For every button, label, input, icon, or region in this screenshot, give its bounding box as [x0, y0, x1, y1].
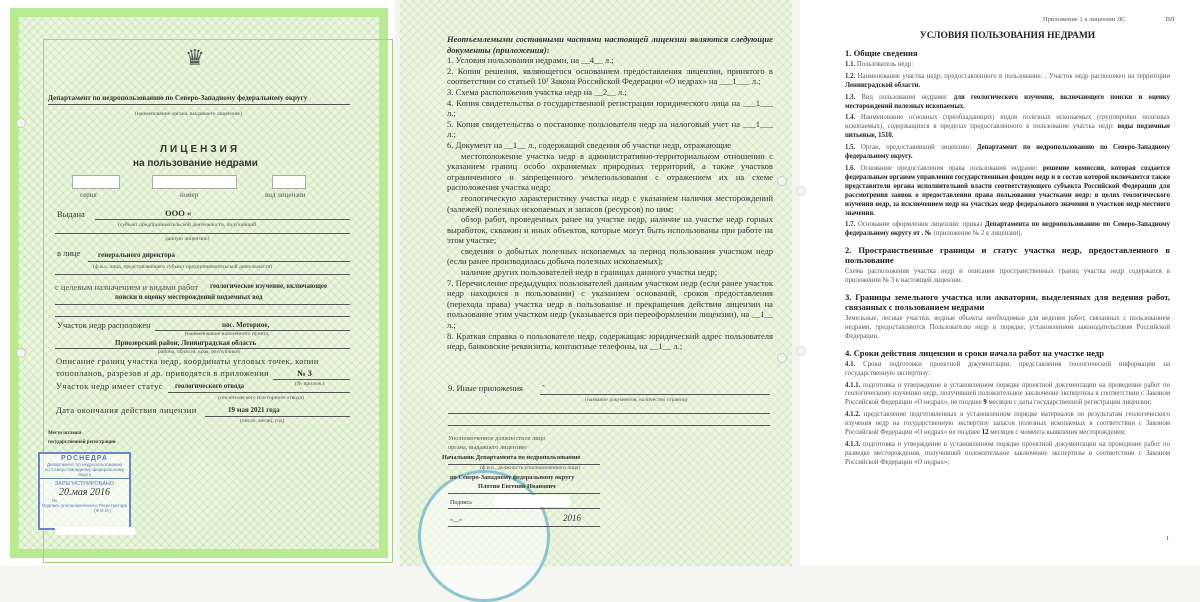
appendix-subitem: сведения о добытых полезных ископаемых за период пользования участком недр (если ранее производилась добыча полезных ископаемых);: [447, 245, 773, 267]
redacted-number: [152, 175, 237, 189]
clause-value: воды подземные питьевые, 1510.: [845, 123, 1170, 140]
section-heading: 3. Границы земельного участка или акватории, выделенных для ведения работ, связанных с пользованием недрами: [845, 292, 1170, 313]
series-label: серия: [80, 191, 97, 199]
issued-label: Выдана: [57, 209, 85, 219]
caption: данную лицензию): [165, 236, 210, 242]
license-title: ЛИЦЕНЗИЯ: [160, 144, 241, 155]
description-line: топопланов, разрезов и др. приводятся в приложении: [56, 368, 270, 378]
stamp-text: ЗАРЕГИСТРИРОВАНО: [54, 481, 115, 487]
clause-text: Наименование участка недр, предоставленного в пользование: . Участок недр расположен на территории: [857, 72, 1171, 80]
location-label: Участок недр расположен: [57, 320, 151, 330]
location-value: Приозерский район, Ленинградская область: [115, 338, 257, 347]
appendices-heading: Неотъемлемыми составными частями настоящей лицензии являются следующие документы (приложения):: [447, 34, 773, 55]
official-position: Начальник Департамента по недропользованию: [442, 454, 581, 461]
punch-hole: [777, 353, 787, 363]
clause-number: 4.1.: [845, 360, 856, 368]
clause-text: Основание оформления лицензии: приказ: [858, 221, 983, 229]
appendix-item: 8. Краткая справка о пользователе недр, содержащая: юридический адрес пользователя недр, банковские реквизиты, контактные телефоны, на __1__ л.;: [447, 330, 773, 352]
purpose-value: геологическое изучение, включающее: [210, 283, 327, 290]
clause-number: 4.1.2.: [845, 411, 861, 419]
clause-text: Пользователь недр:: [856, 60, 914, 68]
stamp-date: 20.мая 2016: [58, 487, 111, 498]
other-appendices-label: 9. Иные приложения: [448, 383, 523, 393]
page-number: 1: [1166, 536, 1169, 542]
description-line: Описание границ участка недр, координаты угловых точек, копии: [56, 356, 319, 366]
punch-hole: [16, 348, 26, 358]
status-value: геологического отвода: [175, 383, 245, 390]
caption: (ф.и.о. лица, представляющего субъект предпринимательской деятельности): [93, 264, 273, 270]
other-appendices-value: -: [542, 380, 545, 390]
registration-stamp: [38, 452, 131, 530]
license-subtitle: на пользование недрами: [133, 158, 258, 169]
appendix-subitem: наличие других пользователей недр в границах данного участка недр;: [461, 267, 718, 278]
redacted-type: [272, 175, 306, 189]
clause-value: Ленинградской области.: [845, 81, 921, 89]
appendix-header-suffix: ВП: [1165, 16, 1175, 23]
clause-text: месяцев с момента выявления месторождения;: [990, 429, 1126, 437]
clause-value: 9: [983, 399, 987, 407]
caption: (название документов, количество страниц): [585, 397, 688, 403]
clause-number: 1.2.: [845, 72, 856, 80]
stamp-text: №: [52, 498, 57, 503]
clause-number: 1.3.: [845, 93, 856, 101]
appendix-header: Приложение 1 к лицензии ЛС: [1043, 16, 1126, 23]
clause-number: 1.6.: [845, 164, 856, 172]
caption: (ф.и.о., должность уполномоченного лица): [480, 465, 581, 471]
number-label: номер: [180, 191, 199, 199]
clause-number: 1.4.: [845, 114, 856, 122]
type-label: вид лицензии: [265, 191, 306, 199]
official-position: по Северо-Западному федеральному округу: [450, 474, 575, 481]
appendix-item: 5. Копия свидетельства о постановке пользователя недр на налоговый учет на ___1___ л.;: [447, 118, 773, 140]
official-name: Плотин Евгений Иванович: [478, 483, 556, 490]
coat-of-arms-icon: ♛: [185, 45, 205, 70]
appendix-item: 7. Перечисление предыдущих пользователей данным участком недр (если ранее участок недр находился в пользовании) с указанием оснований, сроков предоставления (перехода права) участка недр в пользование и прекращения действия лицензии на пользование этим участком недр (указывается при переоформлении лицензии), на __1__ л.;: [447, 277, 773, 331]
clause-text: Вид пользования недрами:: [861, 93, 948, 101]
caption: района, области, края, республики): [158, 348, 241, 355]
clause-text: Орган, предоставивший лицензию:: [860, 144, 972, 152]
stamp-text: по Северо-Западному федеральному округу: [40, 467, 129, 479]
conditions-document: [845, 24, 1170, 471]
clause-number: 1.7.: [845, 221, 856, 229]
stamp-text: Департамент по недропользованию: [46, 462, 123, 467]
stamp-text: (Ф.И.О.): [94, 508, 111, 513]
location-value: пос. Моторное,: [222, 321, 270, 329]
official-label: органа, выдавшего лицензию: [448, 444, 527, 451]
caption: (наименование органа, выдавшего лицензию): [135, 111, 242, 117]
appendix-subitem: обзор работ, проведенных ранее на участке недр, наличие на участке недр горных выработок, скважин и иных объектов, которые могут быть использованы при работе на этом участке;: [447, 214, 773, 246]
redacted-signature: [55, 527, 135, 535]
appendix-item: 4. Копия свидетельства о государственной регистрации юридического лица на ___1___ л.;: [447, 97, 773, 119]
date-label: «__»: [450, 517, 462, 523]
stamp-place-label: Место штампа: [48, 431, 82, 436]
section-heading: 4. Сроки действия лицензии и сроки начала работ на участке недр: [845, 347, 1105, 358]
appendix-item: 6. Документ на __1__ л., содержащий сведения об участке недр, отражающие: [447, 139, 732, 150]
clause-number: 4.1.3.: [845, 441, 861, 448]
caption: (субъект предпринимательской деятельности, получивший: [118, 222, 257, 228]
person-label: в лице: [57, 248, 81, 258]
section-text: Земельные, лесные участки, водные объекты необходимые для ведения работ, связанных с пользованием недрами, предоставляются Пользователю недр в порядке, установленном законодательством Российской Федерации.: [845, 315, 1170, 340]
purpose-value: поиски и оценку месторождений подземных вод: [115, 294, 263, 301]
appendix-item: 2. Копия решения, являющегося основанием предоставления лицензии, принятого в соответствии со статьей 10¹ Закона Российской Федерации «О недрах» на ___1___ л.;: [447, 65, 773, 87]
section-heading: 1. Общие сведения: [845, 47, 918, 58]
status-label: Участок недр имеет статус: [56, 381, 163, 391]
document-title: УСЛОВИЯ ПОЛЬЗОВАНИЯ НЕДРАМИ: [919, 31, 1096, 41]
punch-hole: [777, 176, 787, 186]
expiry-date: 19 мая 2021 года: [228, 406, 280, 414]
clause-value: 12: [981, 429, 989, 437]
clause-text: (приложение № 2 к лицензии).: [933, 230, 1023, 238]
department-name: Департамент по недропользованию по Северо-Западному федеральному округу: [48, 94, 308, 102]
clause-value: для геологического изучения, включающего поиски и оценку месторождений полезных ископаемых.: [845, 93, 1171, 110]
appendix-item: 3. Схема расположения участка недр на __2__ л.;: [447, 86, 627, 97]
caption: (наименование населенного пункта,: [185, 331, 270, 337]
clause-text: представление подготовленных в установленном порядке материалов по результатам геологического изучения недр на государственную экспертизу запасов полезных ископаемых в соответствии с Законом Российской Федерации «О недрах» не позднее: [845, 411, 1170, 437]
expiry-label: Дата окончания действия лицензии: [56, 405, 197, 415]
appendix-number: № 3: [297, 368, 312, 378]
signature-label: Подпись: [450, 500, 473, 506]
section-text: Схема расположения участка недр и описание пространственных границ участка недр содержатся в приложении № 3 к настоящей лицензии.: [845, 268, 1170, 285]
section-heading: 2. Пространственные границы и статус участка недр, предоставленного в пользование: [845, 245, 1170, 266]
caption: (№ прилож.): [295, 381, 325, 387]
clause-text: Наименование основных (преобладающих) видов полезных ископаемых (группировки полезных ископаемых), содержащихся в пределах предоставленного в пользование участка недр:: [845, 114, 1170, 131]
clause-value: Департамент по недропользованию по Северо-Западному федеральному округу.: [845, 144, 1170, 161]
caption: (число, месяц, год): [240, 418, 285, 424]
issued-value: ООО «: [165, 208, 192, 218]
stamp-text: Подпись уполномоченного Регистратора: [41, 503, 128, 508]
clause-text: месяцев с даты государственной регистрации лицензии;: [988, 399, 1152, 407]
punch-hole: [796, 346, 806, 356]
clause-text: Основание предоставления права пользования недрами:: [860, 164, 1038, 172]
clause-text: подготовка и утверждение в установленном порядке проектной документации на проведение работ по разведке месторождения, получившей положительное заключение экспертизы в соответствии с Законом Российской Федерации «О недрах»;: [845, 441, 1170, 466]
purpose-label: с целевым назначением и видами работ: [55, 282, 199, 292]
license-page: [0, 0, 395, 566]
clause-number: 1.5.: [845, 144, 856, 152]
stamp-org: РОСНЕДРА: [61, 455, 108, 462]
official-label: Уполномоченное должностное лицо: [448, 435, 546, 442]
clause-text: Сроки подготовки проектной документации, представления геологической информации на государственную экспертизу:: [845, 360, 1170, 377]
signature-date: 2016: [563, 513, 581, 523]
conditions-page: [800, 0, 1200, 566]
appendix-item: 1. Условия пользования недрами, на __4__ л.;: [447, 55, 614, 66]
clause-number: 4.1.1.: [845, 381, 861, 389]
clause-number: 1.1.: [845, 60, 856, 68]
appendix-subitem: местоположение участка недр в административно-территориальном отношении с указанием границ особо охраняемых природных территорий, а также участков ограниченного и запрещенного землепользования с отражением их на схеме расположения участка недр;: [447, 150, 773, 193]
appendix-subitem: геологическую характеристику участка недр с указанием наличия месторождений (залежей) полезных ископаемых и запасов (ресурсов) по ним;: [447, 192, 773, 214]
redacted-series: [72, 175, 120, 189]
clause-text: подготовка и утверждение в установленном порядке проектной документации на проведение работ по геологическому изучению недр, получившей положительное заключение экспертизы в соответствии с Законом Российской Федерации «О недрах», не позднее: [845, 381, 1170, 407]
redacted-signature: [495, 495, 570, 507]
punch-hole: [16, 118, 26, 128]
appendices-list: [447, 34, 773, 352]
person-value: генерального директора: [98, 251, 176, 259]
caption: (геологического или горного отвода): [218, 395, 304, 401]
clause-value: Департамента по недропользованию по Северо-Западному федеральному округу от . №: [845, 221, 1170, 238]
punch-hole: [796, 186, 806, 196]
stamp-place-label: государственной регистрации: [48, 440, 116, 445]
clause-value: решение комиссии, которая создается федеральным органом управления государственным фондом недр и в состав которой включаются также представители органа исполнительной власти соответствующего субъекта Российской Федерации для рассмотрения заявок о предоставлении права пользования участками недр: в целях геологического изучения недр, за исключением недр на участках недр федерального значения и участков недр местного значения.: [845, 164, 1170, 217]
